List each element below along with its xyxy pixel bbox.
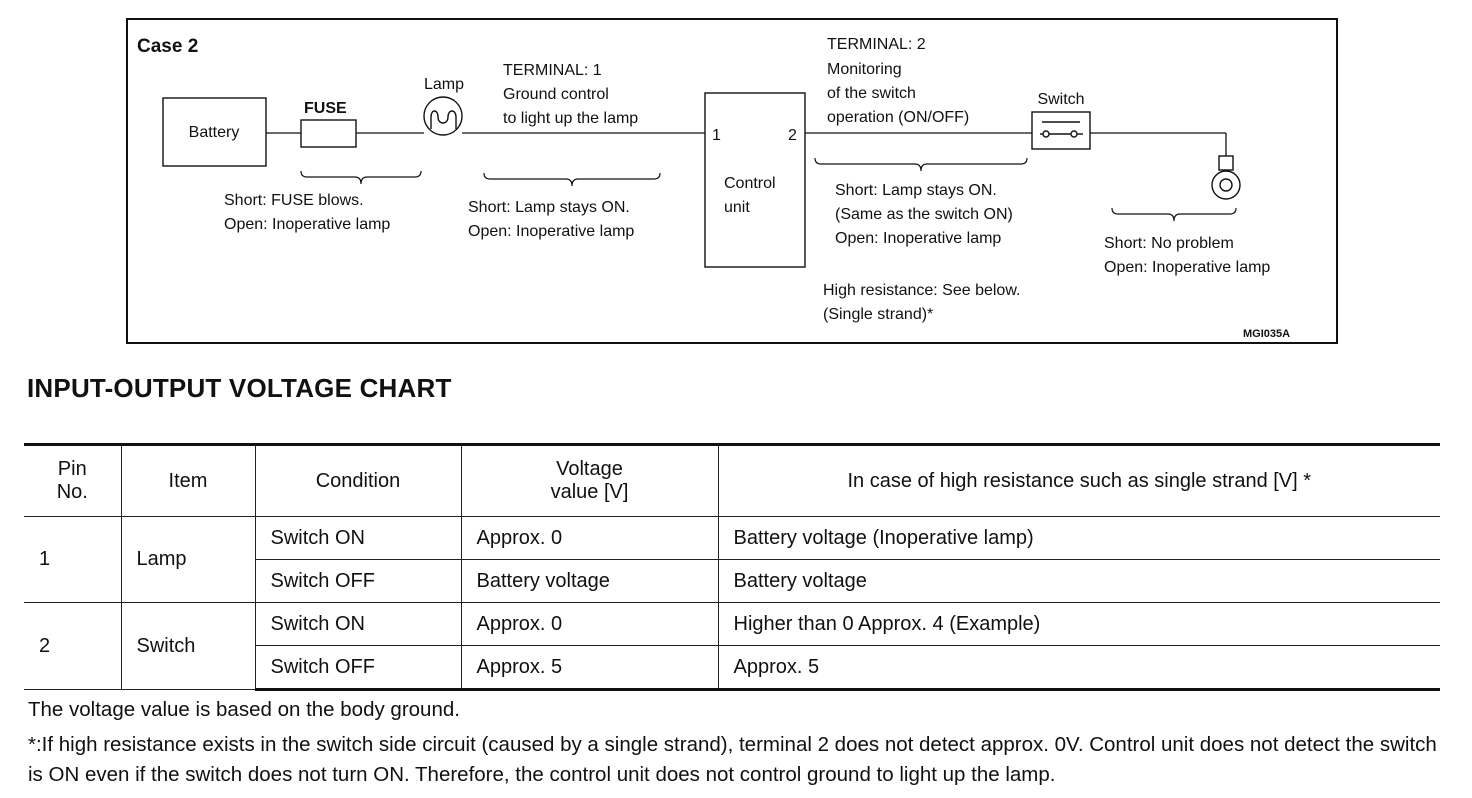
header-item: Item — [121, 445, 255, 517]
circuit-diagram — [0, 0, 1472, 350]
svg-text:(Single strand)*: (Single strand)* — [823, 306, 934, 323]
battery-label: Battery — [188, 124, 240, 141]
cell-voltage: Approx. 0 — [461, 603, 718, 646]
svg-text:High resistance: See below.: High resistance: See below. — [823, 282, 1021, 299]
svg-text:TERMINAL: 1: TERMINAL: 1 — [503, 62, 602, 79]
table-header-row — [24, 445, 1440, 517]
pin1-label: 1 — [712, 127, 721, 144]
svg-text:operation (ON/OFF): operation (ON/OFF) — [827, 109, 970, 126]
header-high-resistance: In case of high resistance such as single strand [V] * — [718, 445, 1440, 517]
svg-text:Short: No problem: Short: No problem — [1104, 235, 1234, 252]
fuse-label: FUSE — [304, 100, 347, 117]
header-pin-no: Pin No. — [24, 445, 121, 517]
svg-text:Short: Lamp stays ON.: Short: Lamp stays ON. — [835, 182, 997, 199]
cell-pin: 2 — [24, 603, 121, 690]
switch-label: Switch — [1037, 91, 1085, 108]
control-unit-label: Control — [724, 175, 776, 192]
pin2-label: 2 — [788, 127, 797, 144]
header-condition: Condition — [255, 445, 461, 517]
case-title: Case 2 — [137, 36, 199, 57]
cell-voltage: Approx. 0 — [461, 517, 718, 560]
svg-text:Ground control: Ground control — [503, 86, 609, 103]
terminal2-notes — [835, 182, 1013, 247]
cell-condition: Switch ON — [255, 517, 461, 560]
svg-text:Open: Inoperative lamp: Open: Inoperative lamp — [468, 223, 635, 240]
chart-notes — [28, 695, 1448, 790]
cell-condition: Switch ON — [255, 603, 461, 646]
svg-text:(Same as the switch ON): (Same as the switch ON) — [835, 206, 1013, 223]
svg-text:Short: FUSE blows.: Short: FUSE blows. — [224, 192, 364, 209]
cell-condition: Switch OFF — [255, 646, 461, 690]
cell-high-resistance: Battery voltage — [718, 560, 1440, 603]
cell-voltage: Approx. 5 — [461, 646, 718, 690]
svg-text:to light up the lamp: to light up the lamp — [503, 110, 639, 127]
cell-high-resistance: Approx. 5 — [718, 646, 1440, 690]
cell-high-resistance: Battery voltage (Inoperative lamp) — [718, 517, 1440, 560]
svg-text:TERMINAL: 2: TERMINAL: 2 — [827, 36, 926, 53]
note-body-ground: The voltage value is based on the body ground. — [28, 698, 460, 721]
svg-text:of the switch: of the switch — [827, 85, 916, 102]
svg-text:Open: Inoperative lamp: Open: Inoperative lamp — [835, 230, 1002, 247]
table-row — [24, 517, 1440, 560]
cell-high-resistance: Higher than 0 Approx. 4 (Example) — [718, 603, 1440, 646]
header-voltage-value: Voltage value [V] — [461, 445, 718, 517]
note-high-resistance: *:If high resistance exists in the switch side circuit (caused by a single strand), terminal 2 does not detect approx. 0V. Control unit does not detect the switch is ON even if the switch does not turn ON. Therefore, the control unit does not control ground to light up the lamp. — [28, 733, 1437, 786]
svg-text:Short: Lamp stays ON.: Short: Lamp stays ON. — [468, 199, 630, 216]
cell-item: Switch — [121, 603, 255, 690]
cell-voltage: Battery voltage — [461, 560, 718, 603]
lamp-label: Lamp — [423, 76, 465, 93]
voltage-chart-table — [24, 443, 1440, 691]
control-unit-label-2: unit — [724, 199, 750, 216]
svg-text:Open: Inoperative lamp: Open: Inoperative lamp — [224, 216, 391, 233]
cell-pin: 1 — [24, 517, 121, 603]
chart-heading: INPUT-OUTPUT VOLTAGE CHART — [27, 373, 452, 403]
cell-item: Lamp — [121, 517, 255, 603]
figure-code: MGI035A — [1243, 328, 1291, 340]
cell-condition: Switch OFF — [255, 560, 461, 603]
svg-text:Monitoring: Monitoring — [827, 61, 902, 78]
table-row — [24, 603, 1440, 646]
svg-text:Open: Inoperative lamp: Open: Inoperative lamp — [1104, 259, 1271, 276]
